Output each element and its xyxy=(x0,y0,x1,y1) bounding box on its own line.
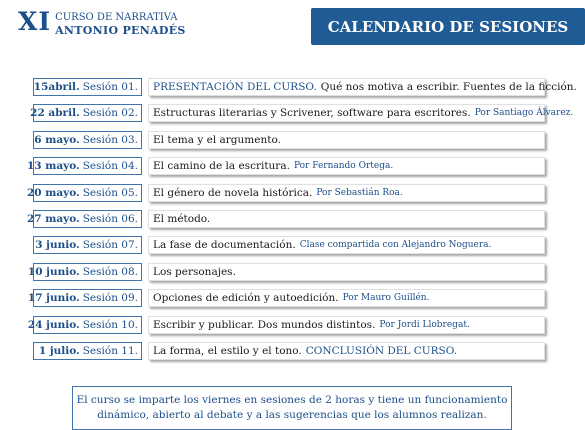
page-title: CALENDARIO DE SESIONES xyxy=(311,8,585,45)
session-number: Sesión 11. xyxy=(82,344,138,357)
session-date-box xyxy=(27,263,142,281)
session-row xyxy=(26,184,553,204)
session-topic: Opciones de edición y autoedición. xyxy=(153,292,339,305)
course-logo xyxy=(18,7,186,38)
session-number: Sesión 05. xyxy=(82,186,138,199)
session-guest: Clase compartida con Alejandro Noguera. xyxy=(299,240,492,251)
session-row xyxy=(26,210,553,230)
session-date: 3 junio. xyxy=(35,239,80,252)
session-guest: Por Sebastián Roa. xyxy=(316,187,403,198)
course-name: CURSO DE NARRATIVA xyxy=(55,12,178,23)
session-guest: Por Santiago Álvarez. xyxy=(474,108,574,119)
session-row xyxy=(26,157,553,177)
session-date: 17 junio. xyxy=(27,292,80,305)
session-number: Sesión 02. xyxy=(82,107,138,120)
session-topic: La forma, el estilo y el tono. xyxy=(153,344,302,357)
session-description-box xyxy=(148,263,545,281)
session-date: 1 julio. xyxy=(38,344,80,357)
session-number: Sesión 07. xyxy=(82,239,138,252)
session-number: Sesión 04. xyxy=(82,160,138,173)
session-description-box xyxy=(148,104,574,122)
session-description-box xyxy=(148,342,545,360)
session-number: Sesión 10. xyxy=(82,318,138,331)
course-info-line-2: dinámico, abierto al debate y a las sugerencias que los alumnos realizan. xyxy=(97,409,487,421)
session-description-box xyxy=(148,289,545,307)
session-topic: El método. xyxy=(153,212,211,225)
session-guest: Por Fernando Ortega. xyxy=(293,161,394,172)
session-guest: Por Mauro Guillén. xyxy=(342,293,430,304)
session-topic: Estructuras literarias y Scrivener, software para escritores. xyxy=(153,107,471,120)
session-number: Sesión 03. xyxy=(82,133,138,146)
session-number: Sesión 08. xyxy=(82,265,138,278)
session-date: 13 mayo. xyxy=(26,160,80,173)
session-description-box xyxy=(148,236,545,254)
session-description-box xyxy=(148,316,545,334)
session-highlight: PRESENTACIÓN DEL CURSO. xyxy=(153,81,317,93)
session-description-box xyxy=(148,131,545,149)
session-row xyxy=(30,104,574,124)
session-number: Sesión 09. xyxy=(82,292,138,305)
session-highlight: CONCLUSIÓN DEL CURSO. xyxy=(305,344,458,357)
session-date-box xyxy=(33,236,142,254)
session-list xyxy=(26,78,577,368)
course-brand-text xyxy=(55,12,186,38)
session-row xyxy=(27,263,553,283)
session-date-box xyxy=(33,342,142,360)
session-date-box xyxy=(26,184,142,202)
session-date: 24 junio. xyxy=(27,318,80,331)
session-topic: Los personajes. xyxy=(153,265,236,278)
session-description-box xyxy=(148,157,545,175)
session-date-box xyxy=(30,104,142,122)
session-row xyxy=(33,131,553,151)
course-info-note xyxy=(72,386,512,430)
session-description-box xyxy=(148,184,545,202)
session-date-box xyxy=(33,131,142,149)
course-edition-numeral: XI xyxy=(18,7,52,36)
session-date: 20 mayo. xyxy=(26,186,80,199)
session-date: 15abril. xyxy=(33,81,80,93)
session-topic: Qué nos motiva a escribir. Fuentes de la ficción. xyxy=(320,81,577,93)
session-date: 6 mayo. xyxy=(34,133,80,146)
session-row xyxy=(27,289,553,309)
session-topic: El tema y el argumento. xyxy=(153,133,281,146)
session-topic: La fase de documentación. xyxy=(153,239,296,252)
session-date: 10 junio. xyxy=(27,265,80,278)
session-date-box xyxy=(27,289,142,307)
session-guest: Por Jordi Llobregat. xyxy=(379,319,470,330)
session-row xyxy=(33,78,577,98)
session-row xyxy=(27,316,553,336)
course-author: ANTONIO PENADÉS xyxy=(55,24,186,37)
session-row xyxy=(33,236,553,256)
session-topic: El género de novela histórica. xyxy=(153,186,313,199)
session-row xyxy=(33,342,553,362)
session-date-box xyxy=(27,316,142,334)
session-number: Sesión 06. xyxy=(82,212,138,225)
session-description-box xyxy=(148,78,577,96)
session-date-box xyxy=(26,157,142,175)
session-topic: Escribir y publicar. Dos mundos distintos. xyxy=(153,318,376,331)
session-date: 22 abril. xyxy=(30,107,80,120)
course-info-line-1: El curso se imparte los viernes en sesiones de 2 horas y tiene un funcionamiento xyxy=(76,394,508,406)
session-description-box xyxy=(148,210,545,228)
session-date-box xyxy=(26,210,142,228)
session-topic: El camino de la escritura. xyxy=(153,160,290,173)
session-date-box xyxy=(33,78,142,96)
session-number: Sesión 01. xyxy=(82,81,138,93)
session-date: 27 mayo. xyxy=(26,212,80,225)
